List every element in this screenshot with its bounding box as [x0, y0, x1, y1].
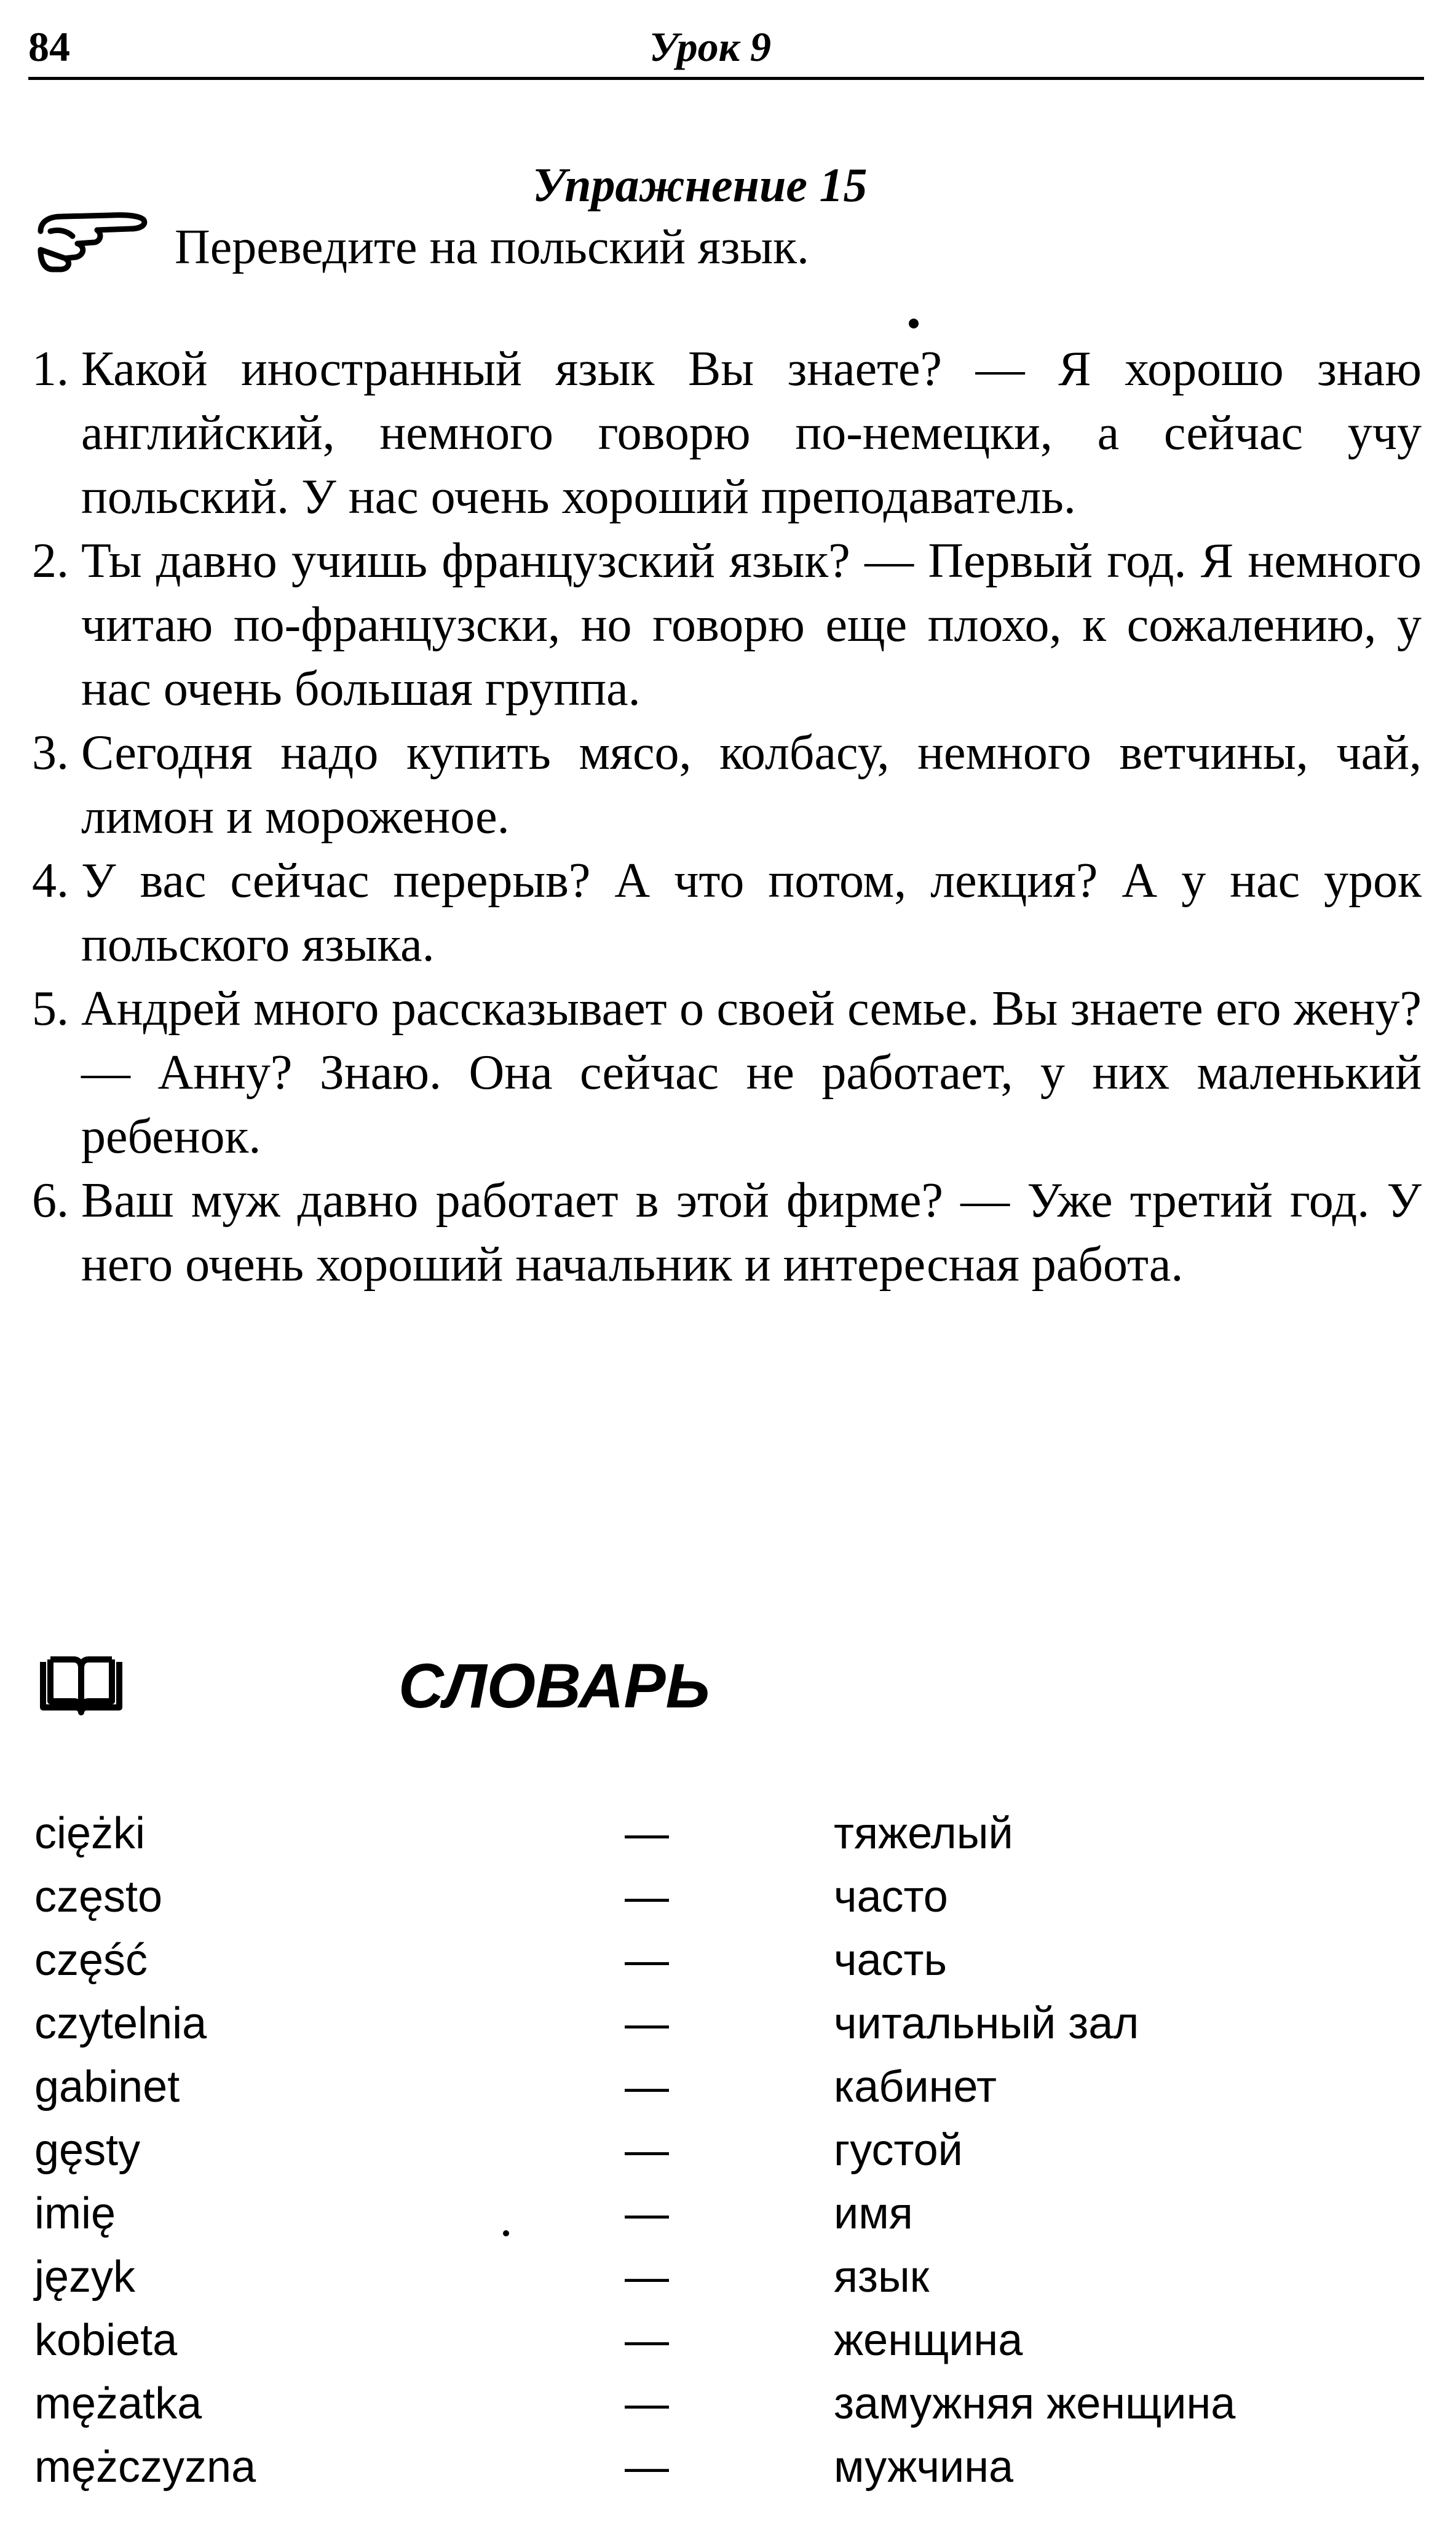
exercise-instruction: Переведите на польский язык. [175, 220, 810, 274]
dictionary-entry [34, 2309, 1418, 2372]
item-text: Ты давно учишь французский язык? — Первый год. Я немного читаю по-французски, но говорю еще плохо, к сожалению, у нас очень большая группа. [81, 534, 1422, 716]
dictionary-entry [34, 2436, 1418, 2499]
polish-word: język [34, 2252, 136, 2302]
entry-dash: — [625, 1809, 669, 1858]
open-book-icon [38, 1655, 124, 1716]
item-number: 2. [32, 534, 81, 588]
item-number: 6. [32, 1174, 81, 1228]
polish-word: gabinet [34, 2062, 180, 2112]
exercise-item [32, 721, 1422, 849]
dictionary-entry [34, 1929, 1418, 1992]
lesson-title: Урок 9 [649, 23, 772, 70]
item-text: Сегодня надо купить мясо, колбасу, немного ветчины, чай, лимон и мороженое. [81, 726, 1422, 844]
exercise-item [32, 977, 1422, 1169]
entry-dash: — [625, 2126, 669, 2175]
stray-dot [909, 319, 919, 328]
russian-translation: кабинет [834, 2062, 997, 2112]
entry-dash: — [625, 2252, 669, 2302]
pointing-hand-icon [32, 204, 149, 278]
dictionary-entry [34, 2182, 1418, 2246]
exercise-list [32, 337, 1422, 1297]
polish-word: mężczyzna [34, 2442, 256, 2492]
exercise-item [32, 1169, 1422, 1297]
item-number: 1. [32, 342, 81, 396]
entry-dash: — [625, 1999, 669, 2048]
exercise-item [32, 849, 1422, 977]
russian-translation: мужчина [834, 2442, 1014, 2492]
dictionary-list [34, 1802, 1418, 2499]
exercise-title: Упражнение 15 [532, 158, 868, 212]
russian-translation: имя [834, 2189, 913, 2238]
polish-word: kobieta [34, 2316, 178, 2365]
entry-dash: — [625, 1872, 669, 1921]
polish-word: gęsty [34, 2126, 141, 2175]
polish-word: mężatka [34, 2379, 202, 2428]
dictionary-entry [34, 1992, 1418, 2056]
exercise-item [32, 337, 1422, 529]
dictionary-entry [34, 2119, 1418, 2182]
polish-word: część [34, 1936, 148, 1985]
russian-translation: читальный зал [834, 1999, 1139, 2048]
stray-dot [503, 2230, 509, 2236]
russian-translation: густой [834, 2126, 963, 2175]
entry-dash: — [625, 2316, 669, 2365]
polish-word: imię [34, 2189, 116, 2238]
dictionary-entry [34, 2246, 1418, 2309]
russian-translation: часть [834, 1936, 948, 1985]
russian-translation: тяжелый [834, 1809, 1013, 1858]
russian-translation: женщина [834, 2316, 1023, 2365]
dictionary-entry [34, 2056, 1418, 2119]
entry-dash: — [625, 2189, 669, 2238]
dictionary-title: СЛОВАРЬ [398, 1651, 710, 1721]
item-text: У вас сейчас перерыв? А что потом, лекция? А у нас урок польского языка. [81, 854, 1422, 972]
item-text: Какой иностранный язык Вы знаете? — Я хорошо знаю английский, немного говорю по-немецки, а сейчас учу польский. У нас очень хороший преподаватель. [81, 342, 1422, 524]
entry-dash: — [625, 2379, 669, 2428]
item-number: 4. [32, 854, 81, 908]
entry-dash: — [625, 2062, 669, 2112]
dictionary-entry [34, 2372, 1418, 2436]
polish-word: ciężki [34, 1809, 146, 1858]
item-text: Андрей много рассказывает о своей семье. Вы знаете его жену? — Анну? Знаю. Она сейчас не работает, у них маленький ребенок. [81, 982, 1422, 1164]
running-head [28, 21, 1424, 80]
polish-word: często [34, 1872, 163, 1921]
item-number: 3. [32, 726, 81, 780]
dictionary-entry [34, 1865, 1418, 1929]
entry-dash: — [625, 1936, 669, 1985]
exercise-item [32, 529, 1422, 721]
russian-translation: замужняя женщина [834, 2379, 1236, 2428]
item-number: 5. [32, 982, 81, 1036]
dictionary-entry [34, 1802, 1418, 1865]
polish-word: czytelnia [34, 1999, 207, 2048]
header-rule [28, 77, 1424, 80]
russian-translation: часто [834, 1872, 948, 1921]
russian-translation: язык [834, 2252, 930, 2302]
item-text: Ваш муж давно работает в этой фирме? — Уже третий год. У него очень хороший начальник и интересная работа. [81, 1174, 1422, 1292]
entry-dash: — [625, 2442, 669, 2492]
page-number: 84 [28, 23, 70, 70]
